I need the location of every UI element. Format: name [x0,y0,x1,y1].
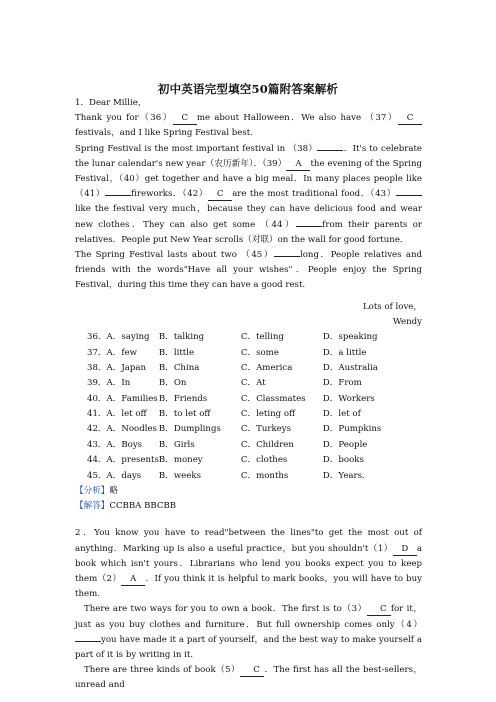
blank-42: C [208,189,232,201]
option-n: 39．A．In [87,378,131,389]
option-n: 41．A．let off [87,409,147,420]
q1-analysis: 【分析】略 [75,485,118,496]
option-b: B．weeks [158,470,201,481]
blank-45 [274,256,300,257]
option-n: 43．A．Boys [87,439,143,450]
option-c: C．months [240,470,289,481]
option-n: 36．A．saying [87,332,150,343]
blank-43 [396,195,422,196]
option-c: C．clothes [240,455,288,466]
answer-tag: 【解答】 [75,501,110,512]
blank-38 [317,150,343,151]
option-d: D．a little [322,347,367,358]
option-row [87,453,381,468]
option-d: D．People [322,439,368,450]
option-row [87,469,381,484]
option-n: 37．A．few [87,347,137,358]
option-c: C．America [240,362,293,373]
blank-q2-3: C [367,604,391,616]
option-c: C．Turkeys [240,424,292,435]
option-row [87,376,381,391]
blank-39: A [286,159,310,171]
blank-41 [105,195,131,196]
option-b: B．China [158,362,200,373]
option-d: D．let of [322,409,361,420]
q1-heading: 1．Dear Millie， [75,98,147,108]
option-d: D．From [322,378,362,389]
option-d: D．Pumpkins [322,424,382,435]
option-d: D．Australia [322,362,378,373]
q2-paragraph-3: There are three kinds of book（5） C ．The first has all the best-sellers，unread and [75,665,422,691]
option-c: C．some [240,347,279,358]
option-d: D．books [322,455,364,466]
q1-letter-paragraph-3: The Spring Festival lasts about two （45） long．People relatives and friends with the words"Have all your wishes"．People enjoy the Spring Festival，during this time they can have a good rest. [75,250,422,291]
option-d: D．Years. [322,470,365,481]
q1-answer: 【解答】CCBBA BBCBB [75,501,177,512]
option-row [87,330,381,345]
option-c: C．At [240,378,266,389]
option-c: C．telling [240,332,284,343]
document-title: 初中英语完型填空50篇附答案解析 [157,82,339,96]
option-b: B．talking [158,332,205,343]
q2-paragraph-2: There are two ways for you to own a book．The first is to（3） C for it，just as you buy clothes and furniture．But full ownership comes only（4）you have made it a part of yourself，and the best way to make yourself a part of it is by writing in it. [75,604,422,660]
q1-options-table [87,330,381,484]
option-b: B．money [158,455,203,466]
option-c: C．leting off [240,409,296,420]
option-n: 40．A．Families [87,393,158,404]
analysis-tag: 【分析】 [75,485,110,496]
option-b: B．Dumplings [158,424,221,435]
blank-q2-1: D [393,544,417,556]
option-c: C．Children [240,439,294,450]
option-b: B．Friends [158,393,208,404]
letter-closing: Lots of love， [362,301,422,312]
q1-letter-paragraph-2: Spring Festival is the most important festival in （38） ．It's to celebrate the lunar calendar's new year（农历新年）．（39） A the evening of the Spring Festival，（40）get together and have a big meal．In many places people like （41） fireworks．（42） C are the most traditional food．（43）like the festival very much，because they can have delicious food and wear new clothes．They can also get some （44） from their parents or relatives．People put New Year scrolls（对联）on the wall for good fortune． [75,143,423,245]
option-n: 45．A．days [87,470,142,481]
blank-44 [296,226,322,227]
option-n: 42．A．Noodles [87,424,157,435]
option-b: B．to let off [158,409,211,420]
option-b: B．little [158,347,195,358]
blank-36: C [173,113,197,125]
option-c: C．Classmates [240,393,306,404]
letter-signature: Wendy [392,316,422,327]
option-row [87,438,381,453]
q2-paragraph-1: 2．You know you have to read"between the lines"to get the most out of anything．Marking up is also a useful practice，but you shouldn't（1） D a book which isn't yours．Librarians who lend you books expect you to keep them（2） A ．If you think it is helpful to mark books，you will have to buy them. [75,528,422,600]
option-d: D．speaking [322,332,378,343]
option-row [87,407,381,422]
option-row [87,345,381,360]
blank-q2-4 [75,641,101,642]
option-row [87,422,381,437]
option-n: 38．A．Japan [87,362,147,373]
blank-37: C [398,113,422,125]
option-b: B．On [158,378,187,389]
blank-q2-5: C [240,665,264,677]
option-d: D．Workers [322,393,375,404]
option-b: B．Girls [158,439,195,450]
q1-letter-paragraph-1: Thank you for（36） C me about Halloween．We also have （37） Cfestivals，and I like Spring Festival best. [75,111,422,141]
document-body [75,96,422,694]
blank-q2-2: A [121,574,145,586]
option-row [87,361,381,376]
option-row [87,392,381,407]
option-n: 44．A．presents [87,455,159,466]
